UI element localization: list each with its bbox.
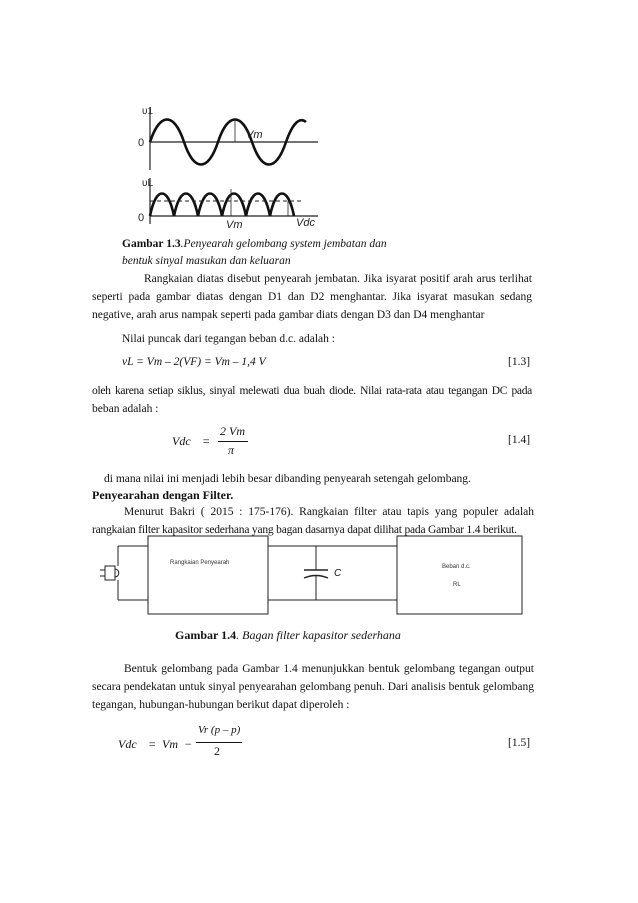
zero-label-top: 0	[138, 137, 145, 149]
ac-plug-icon	[100, 566, 119, 580]
equation-1-4-lhs: Vdc	[172, 434, 191, 448]
equation-1-3-number: [1.3]	[508, 356, 531, 368]
load-block	[397, 536, 522, 614]
figure-1-3-caption-line2: bentuk sinyal masukan dan keluaran	[122, 255, 291, 267]
zero-label-bottom: 0	[138, 212, 145, 224]
equation-1-4-number: [1.4]	[508, 434, 531, 446]
paragraph-line: tegangan, hubungan-hubungan berikut dapat diperoleh :	[92, 699, 350, 711]
paragraph-line: rangkaian filter kapasitor sederhana yang bagan dasarnya dapat dilihat pada Gambar 1.4 berikut.	[92, 524, 517, 536]
paragraph-average-voltage	[92, 382, 532, 418]
paragraph-half-wave-comparison: di mana nilai ini menjadi lebih besar dibanding penyearah setengah gelombang.	[104, 473, 471, 485]
equation-1-5-vm: Vm	[162, 737, 178, 751]
paragraph-line: oleh karena setiap siklus, sinyal melewati dua buah diode. Nilai rata-rata atau tegangan DC pada	[92, 385, 532, 397]
paragraph-line: Bentuk gelombang pada Gambar 1.4 menunjukkan bentuk gelombang tegangan output	[124, 663, 534, 675]
rectifier-block-label: Rangkaian Penyearah	[170, 560, 230, 566]
load-block-label: Beban d.c.	[442, 564, 471, 570]
paragraph-waveform-analysis	[92, 660, 534, 714]
paragraph-bridge-rectifier	[92, 270, 532, 324]
equation-1-5-denominator: 2	[214, 744, 220, 758]
rectified-wave	[150, 194, 294, 217]
capacitor-label: C	[334, 568, 342, 579]
paragraph-peak-voltage: Nilai puncak dari tegangan beban d.c. adalah :	[122, 333, 335, 345]
equation-1-5: Vdc = Vm − Vr (p – p) 2	[118, 724, 241, 758]
figure-1-3-waveforms	[128, 100, 328, 230]
figure-1-3-caption-text: .Penyearah gelombang system jembatan dan	[180, 238, 387, 250]
rectifier-block	[148, 536, 268, 614]
paragraph-line: negative, arah arus nampak seperti pada gambar diats dengan D3 dan D4 menghantar	[92, 309, 485, 321]
equation-1-5-numerator: Vr (p – p)	[198, 724, 241, 736]
equation-1-5-number: [1.5]	[508, 737, 531, 749]
vl-label: υL	[142, 178, 154, 189]
v1-label: υ1	[142, 106, 154, 117]
paragraph-line: Menurut Bakri ( 2015 : 175-176). Rangkaian filter atau tapis yang populer adalah	[124, 506, 534, 518]
equation-1-4-numerator: 2 Vm	[220, 424, 245, 438]
vm-label-top: Vm	[246, 129, 263, 141]
fraction-bar	[218, 441, 248, 442]
figure-1-4-caption-label: Gambar 1.4	[175, 628, 237, 642]
fraction-bar	[196, 742, 242, 743]
paragraph-line: secara pendekatan untuk sinyal penyearahan gelombang penuh. Dari analisis bentuk gelombang	[92, 681, 534, 693]
figure-1-3-caption-label: Gambar 1.3	[122, 238, 181, 250]
section-heading: Penyearahan dengan Filter.	[92, 488, 234, 502]
vm-label-bottom: Vm	[226, 219, 243, 230]
paragraph-line: beban adalah :	[92, 403, 159, 415]
equation-1-3: vL = Vm – 2(VF) = Vm – 1,4 V	[122, 356, 266, 368]
figure-1-3-caption	[122, 238, 387, 250]
vdc-label: Vdc	[296, 217, 315, 229]
capacitor-icon	[304, 546, 328, 600]
load-resistor-label: RL	[453, 582, 461, 588]
equation-1-5-lhs: Vdc	[118, 737, 137, 751]
equation-1-4: Vdc = 2 Vm π	[172, 424, 292, 468]
paragraph-line: Rangkaian diatas disebut penyearah jembatan. Jika isyarat positif arah arus terlihat	[144, 273, 532, 285]
figure-1-4-caption	[175, 628, 401, 643]
paragraph-line: seperti pada gambar diatas dengan D1 dan D2 menghantar. Jika isyarat masukan sedang	[92, 291, 532, 303]
equation-1-4-denominator: π	[228, 443, 235, 457]
figure-1-4-caption-text: . Bagan filter kapasitor sederhana	[236, 628, 401, 642]
figure-1-4-diagram	[92, 532, 542, 622]
